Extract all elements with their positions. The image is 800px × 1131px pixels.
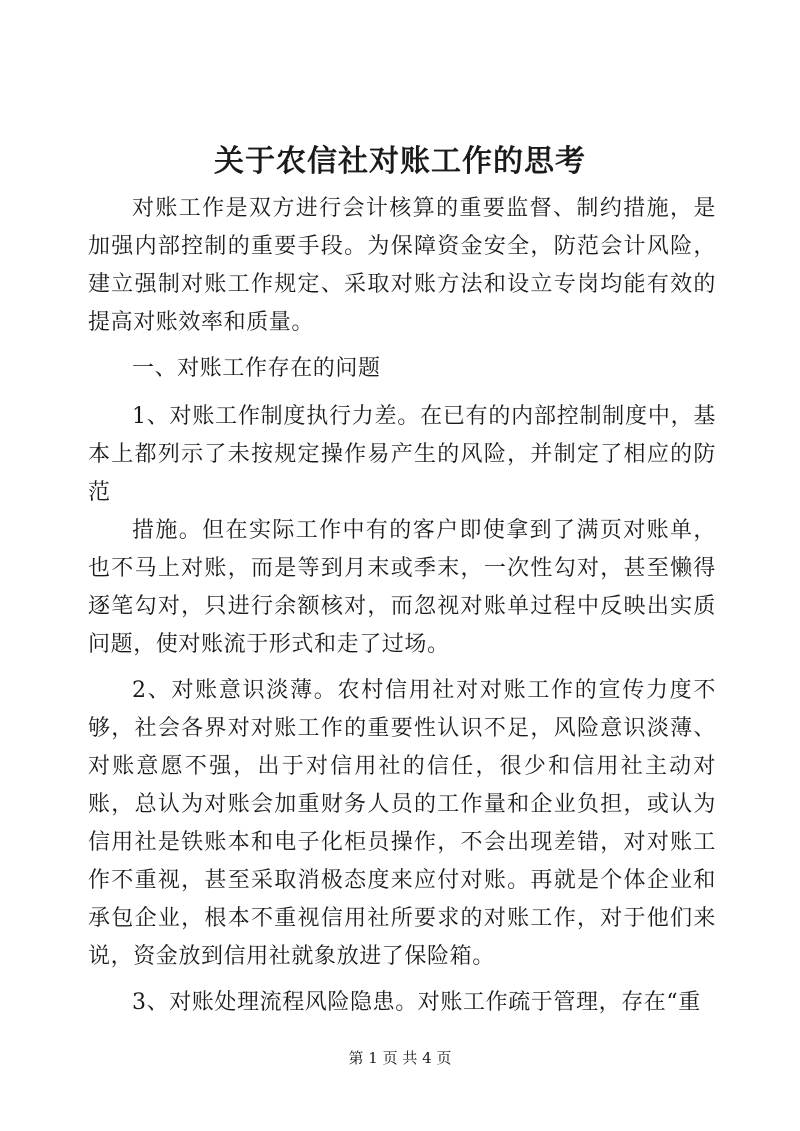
paragraph-item-2: 2、对账意识淡薄。农村信用社对对账工作的宣传力度不够，社会各界对对账工作的重要性认识不足，风险意识淡薄、对账意愿不强，出于对信用社的信任，很少和信用社主动对账，总认为对账会加重财务人员的工作量和企业负担，或认为信用社是铁账本和电子化柜员操作，不会出现差错，对对账工作不重视，甚至采取消极态度来应付对账。再就是个体企业和承包企业，根本不重视信用社所要求的对账工作，对于他们来说，资金放到信用社就象放进了保险箱。 <box>88 678 716 969</box>
section-heading: 一、对账工作存在的问题 <box>132 356 381 381</box>
paragraph-item-3: 3、对账处理流程风险隐患。对账工作疏于管理，存在“重 <box>132 990 701 1015</box>
paragraph-item-1-continued: 措施。但在实际工作中有的客户即使拿到了满页对账单，也不马上对账，而是等到月末或季末，一次性勾对，甚至懒得逐笔勾对，只进行余额核对，而忽视对账单过程中反映出实质问题，使对账流于形式和走了过场。 <box>88 518 716 657</box>
paragraph-intro: 对账工作是双方进行会计核算的重要监督、制约措施，是加强内部控制的重要手段。为保障资金安全，防范会计风险，建立强制对账工作规定、采取对账方法和设立专岗均能有效的提高对账效率和质量。 <box>88 196 716 335</box>
paragraph-item-1: 1、对账工作制度执行力差。在已有的内部控制制度中，基本上都列示了未按规定操作易产生的风险，并制定了相应的防范 <box>88 404 716 505</box>
document-title: 关于农信社对账工作的思考 <box>214 144 586 179</box>
page-number-footer: 第 1 页 共 4 页 <box>348 1049 452 1067</box>
document-body <box>88 190 716 1030</box>
